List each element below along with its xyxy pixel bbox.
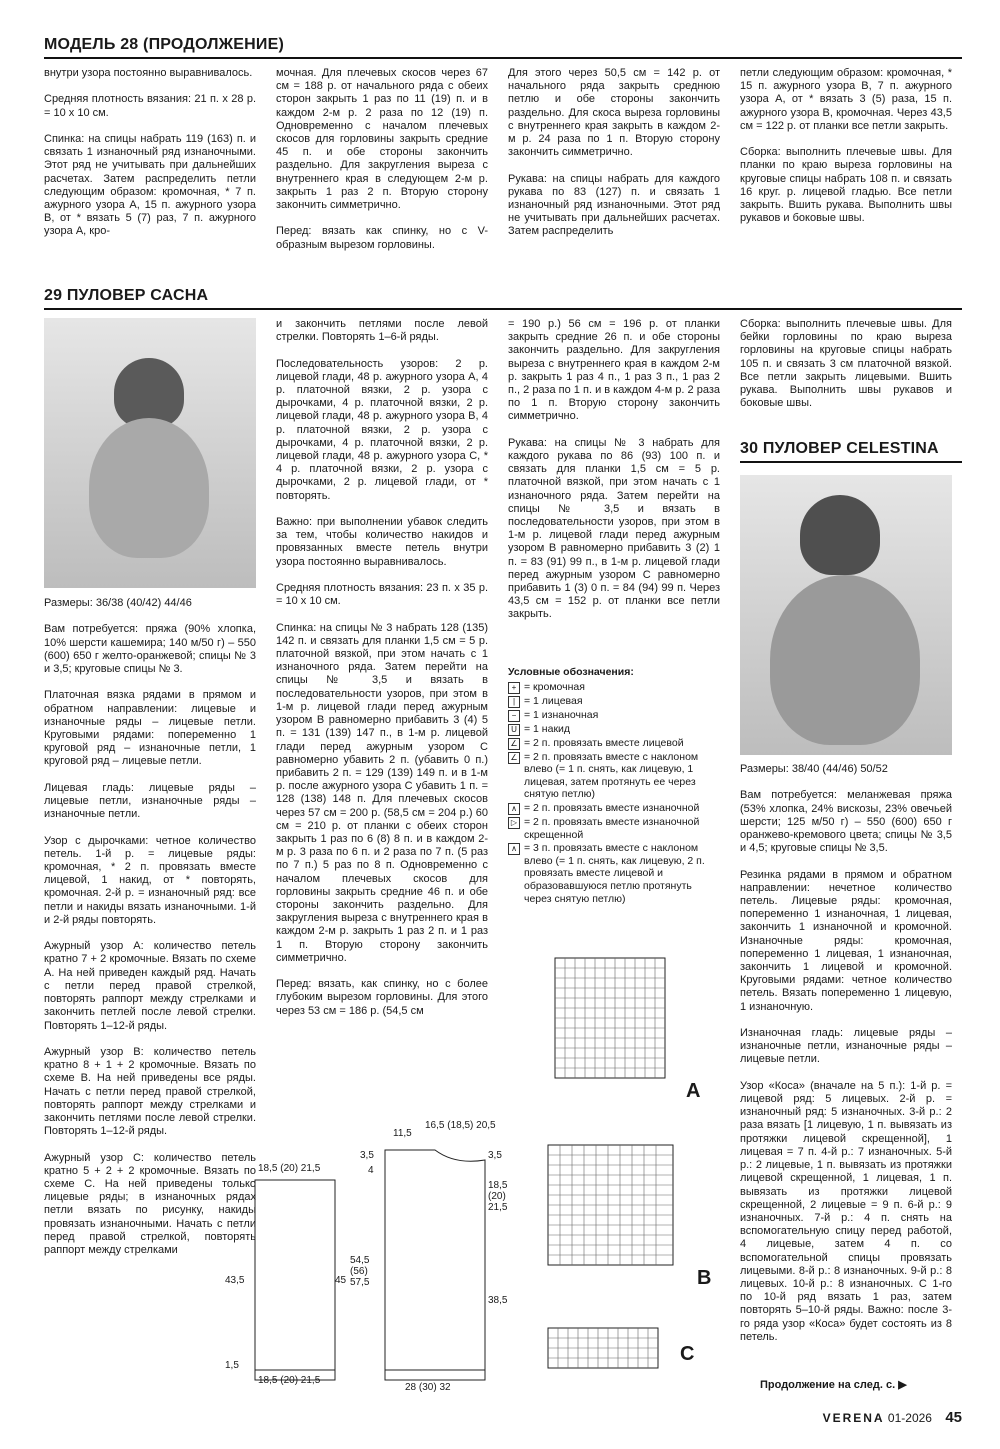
legend-symbol: ∧ bbox=[508, 803, 520, 815]
m29-col3: = 190 р.) 56 см = 196 р. от планки закрыть средние 26 п. и обе стороны закончить раздельно. Для закругления выреза с внутреннего края в каждом 2-м р. закрыть 1 раз 4 п., 1 раз 3 п., 1 раз 2 п., 2 раза по 1 п. и в каждом 4-м р. 2 раза по 1 п. Вторую сторону закончить симметрично. Рукава: на спицы № 3 набрать для каждого рукава по 86 (93) 100 п. и связать для планки 1,5 см = 5 р. платочной вязкой, при этом начать с 1 изнаночного ряда. Затем перейти на спицы № 3,5 и вязать в последовательности узоров, при этом в 1-м р. лицевой глади перед ажурным узором В равномерно прибавить 3 (2) 1 п. = 83 (91) 99 п., в 1-м р. лицевой глади перед ажурным узором С равномерно прибавить 1 (3) 0 п. = 84 (94) 99 п. Через 43,5 см = 152 р. от планки все петли закрыть. bbox=[508, 318, 720, 621]
header-rule bbox=[44, 57, 962, 59]
legend-text: = 2 п. провязать вместе изнаночной bbox=[524, 801, 700, 814]
dim-band: 1,5 bbox=[225, 1360, 239, 1371]
dim-total-height: 45 bbox=[335, 1275, 347, 1286]
front-panel bbox=[385, 1150, 485, 1380]
section-header-model-29: 29 ПУЛОВЕР САСНА bbox=[44, 287, 209, 304]
legend-item bbox=[508, 842, 720, 905]
legend-symbol: − bbox=[508, 710, 520, 722]
legend-symbol: ∠ bbox=[508, 738, 520, 750]
dim-back-bottom: 18,5 (20) 21,5 bbox=[258, 1375, 321, 1386]
chart-a-grid bbox=[555, 958, 665, 1083]
chart-a-label: A bbox=[686, 1080, 701, 1102]
legend-text: = 2 п. провязать вместе лицевой bbox=[524, 736, 684, 749]
legend-text: = 1 изнаночная bbox=[524, 708, 599, 721]
legend-text: = 2 п. провязать вместе с наклоном влево (= 1 п. снять, как лицевую, 1 лицевая, затем протянуть ее через снятую петлю) bbox=[524, 750, 699, 801]
legend-symbol: ∧ bbox=[508, 843, 520, 855]
dim-neck-4: 4 bbox=[368, 1165, 374, 1176]
header-rule bbox=[44, 308, 962, 310]
dim-neck-width: 11,5 bbox=[393, 1128, 412, 1139]
page-number: 45 bbox=[945, 1409, 962, 1426]
dim-right-35: 3,5 bbox=[488, 1150, 502, 1161]
header-rule bbox=[740, 461, 962, 463]
dim-neck-depth: 3,5 bbox=[360, 1150, 374, 1161]
dim-shoulder: 16,5 (18,5) 20,5 bbox=[425, 1120, 496, 1131]
model-body bbox=[89, 418, 209, 558]
legend-item bbox=[508, 802, 720, 815]
m29-col4: Сборка: выполнить плечевые швы. Для бейки горловины по краю выреза горловины на круговые спицы набрать 105 п. и связать 3 см платочной вязкой. Все петли закрыть лицевыми. Вшить рукава. Выполнить швы рукавов и боковые швы. bbox=[740, 318, 956, 410]
chart-b-label: B bbox=[697, 1267, 712, 1289]
legend-item bbox=[508, 737, 720, 750]
m29-col2: и закончить петлями после левой стрелки. Повторять 1–6-й ряды. Последовательность узоров: 2 р. лицевой глади, 48 р. ажурного узора А, 4 р. платочной вязки, 2 р. узора с дырочками, 4 р. платочной вязки, 2 р. лицевой глади, 48 р. ажурного узора В, 4 р. платочной вязки, 2 р. узора с дырочками, 4 р. платочной вязки, 2 р. лицевой глади, 48 р. ажурного узора С, * 4 р. платочной вязки, 2 р. узора с дырочками, 2 р. лицевой глади, от * повторять. Важно: при выполнении убавок следить за тем, чтобы количество накидов и провязанных вместе петель внутри узора постоянно выравнивалось. Средняя плотность вязания: 23 п. х 35 р. = 10 х 10 см. Спинка: на спицы № 3 набрать 128 (135) 142 п. и связать для планки 1,5 см = 5 р. платочной вязкой, при этом начать с 1 изнаночного ряда. Затем перейти на спицы № 3,5 и вязать в последовательности узоров, при этом в 1-м р. лицевой глади перед ажурным узором В равномерно прибавить 3 (4) 5 п. = 131 (139) 147 п., в 1-м р. лицевой глади перед ажурным узором С равномерно убавить 2 п. (убавить 0 п.) прибавить 2 п. = 129 (139) 149 п. и в 1-м р. после ажурного узора С убавить 1 п. = 128 (138) 148 п. Для плечевых скосов через 57 см = 200 р. (58,5 см = 204 р.) 60 см = 210 р. от планки с обеих сторон закрыть 1 раз по 6 (8) 8 п. и в каждом 2-м р. 3 раза по 6 п. и 2 раза по 7 п. (5 раз по 7 п.) 5 раз по 8 п. Одновременно с началом плечевых скосов для горловины закрыть средние 46 п. и обе стороны закончить раздельно. Для закругления выреза с внутреннего края в каждом 2-м р. закрыть 1 раз 2 п. и 1 раз 1 п. Вторую сторону закончить симметрично. Перед: вязать, как спинку, но с более глубоким вырезом горловины. Для этого через 53 см = 186 р. (54,5 см bbox=[276, 318, 488, 1017]
model-30-photo bbox=[740, 475, 952, 755]
m28-col1: внутри узора постоянно выравнивалось. Средняя плотность вязания: 21 п. х 28 р. = 10 х 10 см. Спинка: на спицы набрать 119 (163) п. и связать 1 изнаночный ряд изнаночными. Этот ряд не учитывать при дальнейших расчетах. Затем распределить петли следующим образом: кромочная, * 7 п. ажурного узора А, 15 п. ажурного узора В, от * вязать 5 (7) раз, 7 п. ажурного узора А, кро- bbox=[44, 67, 256, 238]
continue-note: Продолжение на след. с. ▶ bbox=[760, 1379, 907, 1391]
legend-item bbox=[508, 816, 720, 841]
legend-symbol: + bbox=[508, 682, 520, 694]
section-header-model-30: 30 ПУЛОВЕР CELESTINA bbox=[740, 440, 939, 457]
legend-symbol: U bbox=[508, 724, 520, 736]
back-panel bbox=[255, 1180, 335, 1380]
magazine-name: VERENA bbox=[822, 1411, 885, 1425]
model-head bbox=[800, 495, 880, 575]
legend-text: = 3 п. провязать вместе с наклоном влево (= 1 п. снять, как лицевую, 2 п. провязать вместе лицевой и образовавшуюся петлю протянуть через снятую петлю) bbox=[524, 842, 705, 905]
dim-sleeve-length: 38,5 bbox=[488, 1295, 508, 1306]
m28-col3: Для этого через 50,5 см = 142 р. от начального ряда закрыть среднюю петлю и обе стороны закончить раздельно. Для скоса выреза горловины с внутреннего края закрыть в каждом 2-м р. 24 раза по 1 п. Вторую сторону закончить симметрично. Рукава: на спицы набрать для каждого рукава по 83 (127) п. и связать 1 изнаночный ряд изнаночными. Этот ряд не учитывать при дальнейших расчетах. Затем распределить bbox=[508, 67, 720, 238]
legend-text: = 1 лицевая bbox=[524, 694, 583, 707]
legend-symbol: ▷ bbox=[508, 817, 520, 829]
chart-b-grid bbox=[548, 1145, 673, 1265]
symbols-legend bbox=[508, 666, 720, 906]
chart-c-lines bbox=[548, 1328, 658, 1368]
legend-item bbox=[508, 709, 720, 722]
m28-col4: петли следующим образом: кромочная, * 15 п. ажурного узора В, 7 п. ажурного узора А, от * вязать 3 (5) раза, 15 п. ажурного узора В, кромочная. Через 43,5 см = 122 р. от планки все петли закрыть. Сборка: выполнить плечевые швы. Для планки по краю выреза горловины на круговые спицы набрать 108 п. и связать 16 круг. р. лицевой гладью. Все петли закрыть. Вшить рукава. Выполнить швы рукавов и боковые швы. bbox=[740, 67, 952, 225]
legend-symbol: ∠ bbox=[508, 752, 520, 764]
model-29-photo bbox=[44, 318, 256, 588]
legend-text: = 1 накид bbox=[524, 722, 571, 735]
dim-body-height: 43,5 bbox=[225, 1275, 245, 1286]
model-body bbox=[770, 575, 920, 745]
legend-item bbox=[508, 681, 720, 694]
legend-item bbox=[508, 751, 720, 801]
legend-text: = кромочная bbox=[524, 680, 585, 693]
legend-symbol: | bbox=[508, 696, 520, 708]
chart-c-grid bbox=[548, 1328, 658, 1368]
dim-back-width: 18,5 (20) 21,5 bbox=[258, 1163, 321, 1174]
dim-sleeve-bottom: 28 (30) 32 bbox=[405, 1382, 451, 1393]
legend-item bbox=[508, 695, 720, 708]
legend-title: Условные обозначения: bbox=[508, 666, 634, 678]
dim-sleeve-top: 18,5 (20) 21,5 bbox=[488, 1180, 508, 1213]
m28-col2: мочная. Для плечевых скосов через 67 см = 188 р. от начального ряда с обеих сторон закрыть 1 раз по 11 (19) п. и в каждом 2-м р. 2 раза по 12 (19) п. Одновременно с началом плечевых скосов для горловины закрыть средние 45 п. и обе стороны закончить раздельно. Для закругления выреза с внутреннего края в следующем 2-м р. закрыть 1 раз 2 п. Вторую сторону закончить симметрично. Перед: вязать как спинку, но с V-образным вырезом горловины. bbox=[276, 67, 488, 251]
m29-col1: Размеры: 36/38 (40/42) 44/46 Вам потребуется: пряжа (90% хлопка, 10% шерсти кашемира; 140 м/50 г) – 550 (600) 650 г желто-оранжевой; спицы № 3 и 3,5; круговые спицы № 3. Платочная вязка рядами в прямом и обратном направлении: лицевые и изнаночные ряды – лицевые петли. Круговыми рядами: попеременно 1 круговой ряд – изнаночные петли, 1 круговой ряд – лицевые петли. Лицевая гладь: лицевые ряды – лицевые петли, изнаночные ряды – изнаночные петли. Узор с дырочками: четное количество петель. 1-й р. = лицевые ряды: кромочная, * 2 п. провязать вместе лицевой, 1 накид, от * повторять, кромочная. 2-й р. = изнаночный ряд: все петли и накиды вязать изнаночными. 1-й и 2-й ряды повторять. Ажурный узор А: количество петель кратно 7 + 2 кромочные. Вязать по схеме А. На ней приведен каждый ряд. Начать с петли перед правой стрелкой, повторять раппорт между стрелками и закончить петлей после левой стрелки. Повторять 1–12-й ряды. Ажурный узор В: количество петель кратно 8 + 1 + 2 кромочные. Вязать по схеме В. На ней приведены все ряды. Начать с петли перед правой стрелкой, повторять раппорт между стрелками и закончить петлями после левой стрелки. Повторять 1–12-й ряды. Ажурный узор С: количество петель кратно 5 + 2 + 2 кромочные. Вязать по схеме С. На ней приведены только лицевые ряды; в изнаночных рядах петли вязать по рисунку, накиды провязать изнаночными. Начать с петли перед правой стрелкой, повторять раппорт между стрелками bbox=[44, 597, 256, 1256]
dim-side-length: 54,5 (56) 57,5 bbox=[350, 1255, 370, 1288]
page-footer bbox=[823, 1409, 962, 1426]
issue-number: 01-2026 bbox=[887, 1411, 932, 1425]
legend-item bbox=[508, 723, 720, 736]
chart-c-label: C bbox=[680, 1343, 695, 1365]
legend-text: = 2 п. провязать вместе изнаночной скрещенной bbox=[524, 815, 700, 841]
m30-col4: Размеры: 38/40 (44/46) 50/52 Вам потребуется: меланжевая пряжа (53% хлопка, 24% вискозы, 23% овечьей шерсти; 125 м/50 г) – 550 (600) 650 г оранжево-кремового цвета; спицы № 3,5 и 4,5; круговые спицы № 3,5. Резинка рядами в прямом и обратном направлении: нечетное количество петель. Лицевые ряды: кромочная, попеременно 1 изнаночная, 1 лицевая, закончить 1 изнаночной и кромочной. Изнаночные ряды: кромочная, попеременно 1 лицевая, 1 изнаночная, закончить 1 лицевой и кромочной. Круговыми рядами: четное количество петель. Вязать попеременно 1 лицевую, 1 изнаночную. Изнаночная гладь: лицевые ряды – изнаночные петли, изнаночные ряды – лицевые петли. Узор «Коса» (вначале на 5 п.): 1-й р. = лицевой ряд: 5 лицевых. 2-й р. = изнаночный ряд: 5 изнаночных. 3-й р.: 2 раза вязать [1 лицевую, 1 п. вывязать из протяжки лицевой скрещенной], 1 лицевая = 7 п. 4-й р.: 7 изнаночных. 5-й р.: 2 лицевые, 1 п. вывязать из протяжки лицевой скрещенной, 1 лицевая, 1 п. вывязать из протяжки лицевой скрещенной, 2 лицевые = 9 п. 6-й р.: 9 изнаночных. 7-й р.: 4 п. снять на вспомогательную спицу перед работой, 4 лицевые, затем 4 п. со вспомогательной спицы провязать лицевыми. 8-й р.: 8 изнаночных. 9-й р.: 8 лицевых. 10-й р.: 8 изнаночных. С 1-го по 10-й ряд вязать 1 раз, затем повторять 5–10-й ряды. Важно: после 3-го ряда узор «Коса» будет состоять из 8 петель. bbox=[740, 763, 952, 1343]
section-header-model-28: МОДЕЛЬ 28 (ПРОДОЛЖЕНИЕ) bbox=[44, 36, 285, 53]
chart-a-lines bbox=[555, 958, 665, 1078]
chart-b-lines bbox=[548, 1145, 673, 1265]
